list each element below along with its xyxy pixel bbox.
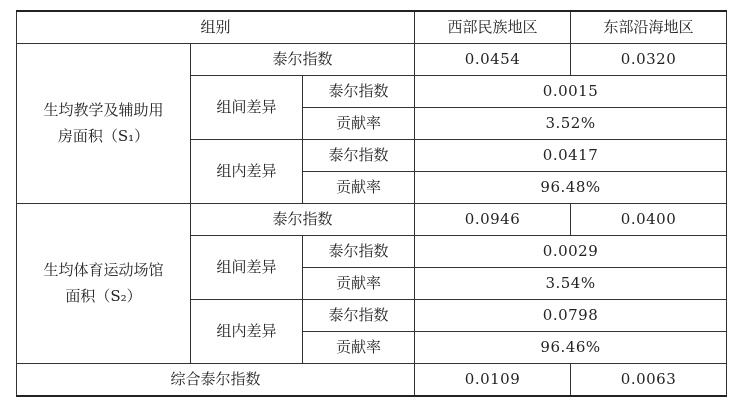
s2-theil-row (17, 204, 727, 236)
s1-within-theil-label: 泰尔指数 (303, 140, 415, 172)
s2-between-theil-label: 泰尔指数 (303, 236, 415, 268)
s1-theil-label: 泰尔指数 (191, 44, 415, 76)
s2-within-label: 组内差异 (191, 300, 303, 364)
composite-theil-label: 综合泰尔指数 (17, 364, 415, 397)
header-east-cell: 东部沿海地区 (571, 11, 727, 44)
s1-within-rate-value: 96.48% (415, 172, 727, 204)
s1-theil-east: 0.0320 (571, 44, 727, 76)
header-group-cell: 组别 (17, 11, 415, 44)
s1-between-theil-label: 泰尔指数 (303, 76, 415, 108)
s1-between-label: 组间差异 (191, 76, 303, 140)
header-west-cell: 西部民族地区 (415, 11, 571, 44)
s2-within-rate-label: 贡献率 (303, 332, 415, 364)
s2-theil-label: 泰尔指数 (191, 204, 415, 236)
s2-label-line2: 面积（S₂） (65, 286, 142, 305)
theil-index-table-container (16, 10, 727, 397)
footer-row (17, 364, 727, 397)
s2-within-theil-value: 0.0798 (415, 300, 727, 332)
s2-theil-west: 0.0946 (415, 204, 571, 236)
s2-between-theil-value: 0.0029 (415, 236, 727, 268)
s1-label-line2: 房面积（S₁） (57, 126, 150, 145)
s2-between-rate-value: 3.54% (415, 268, 727, 300)
s1-group-label (17, 44, 191, 204)
s2-label-line1: 生均体育运动场馆 (43, 261, 164, 279)
s1-theil-row (17, 44, 727, 76)
composite-theil-west: 0.0109 (415, 364, 571, 397)
s1-between-rate-label: 贡献率 (303, 108, 415, 140)
s1-within-rate-label: 贡献率 (303, 172, 415, 204)
s2-within-theil-label: 泰尔指数 (303, 300, 415, 332)
s1-between-theil-value: 0.0015 (415, 76, 727, 108)
s1-within-label: 组内差异 (191, 140, 303, 204)
composite-theil-east: 0.0063 (571, 364, 727, 397)
s1-label-line1: 生均教学及辅助用 (43, 101, 164, 119)
s2-within-rate-value: 96.46% (415, 332, 727, 364)
s1-theil-west: 0.0454 (415, 44, 571, 76)
header-row (17, 11, 727, 44)
s2-between-label: 组间差异 (191, 236, 303, 300)
s2-between-rate-label: 贡献率 (303, 268, 415, 300)
s1-between-rate-value: 3.52% (415, 108, 727, 140)
theil-index-table (16, 10, 727, 397)
s2-group-label (17, 204, 191, 364)
s1-within-theil-value: 0.0417 (415, 140, 727, 172)
s2-theil-east: 0.0400 (571, 204, 727, 236)
